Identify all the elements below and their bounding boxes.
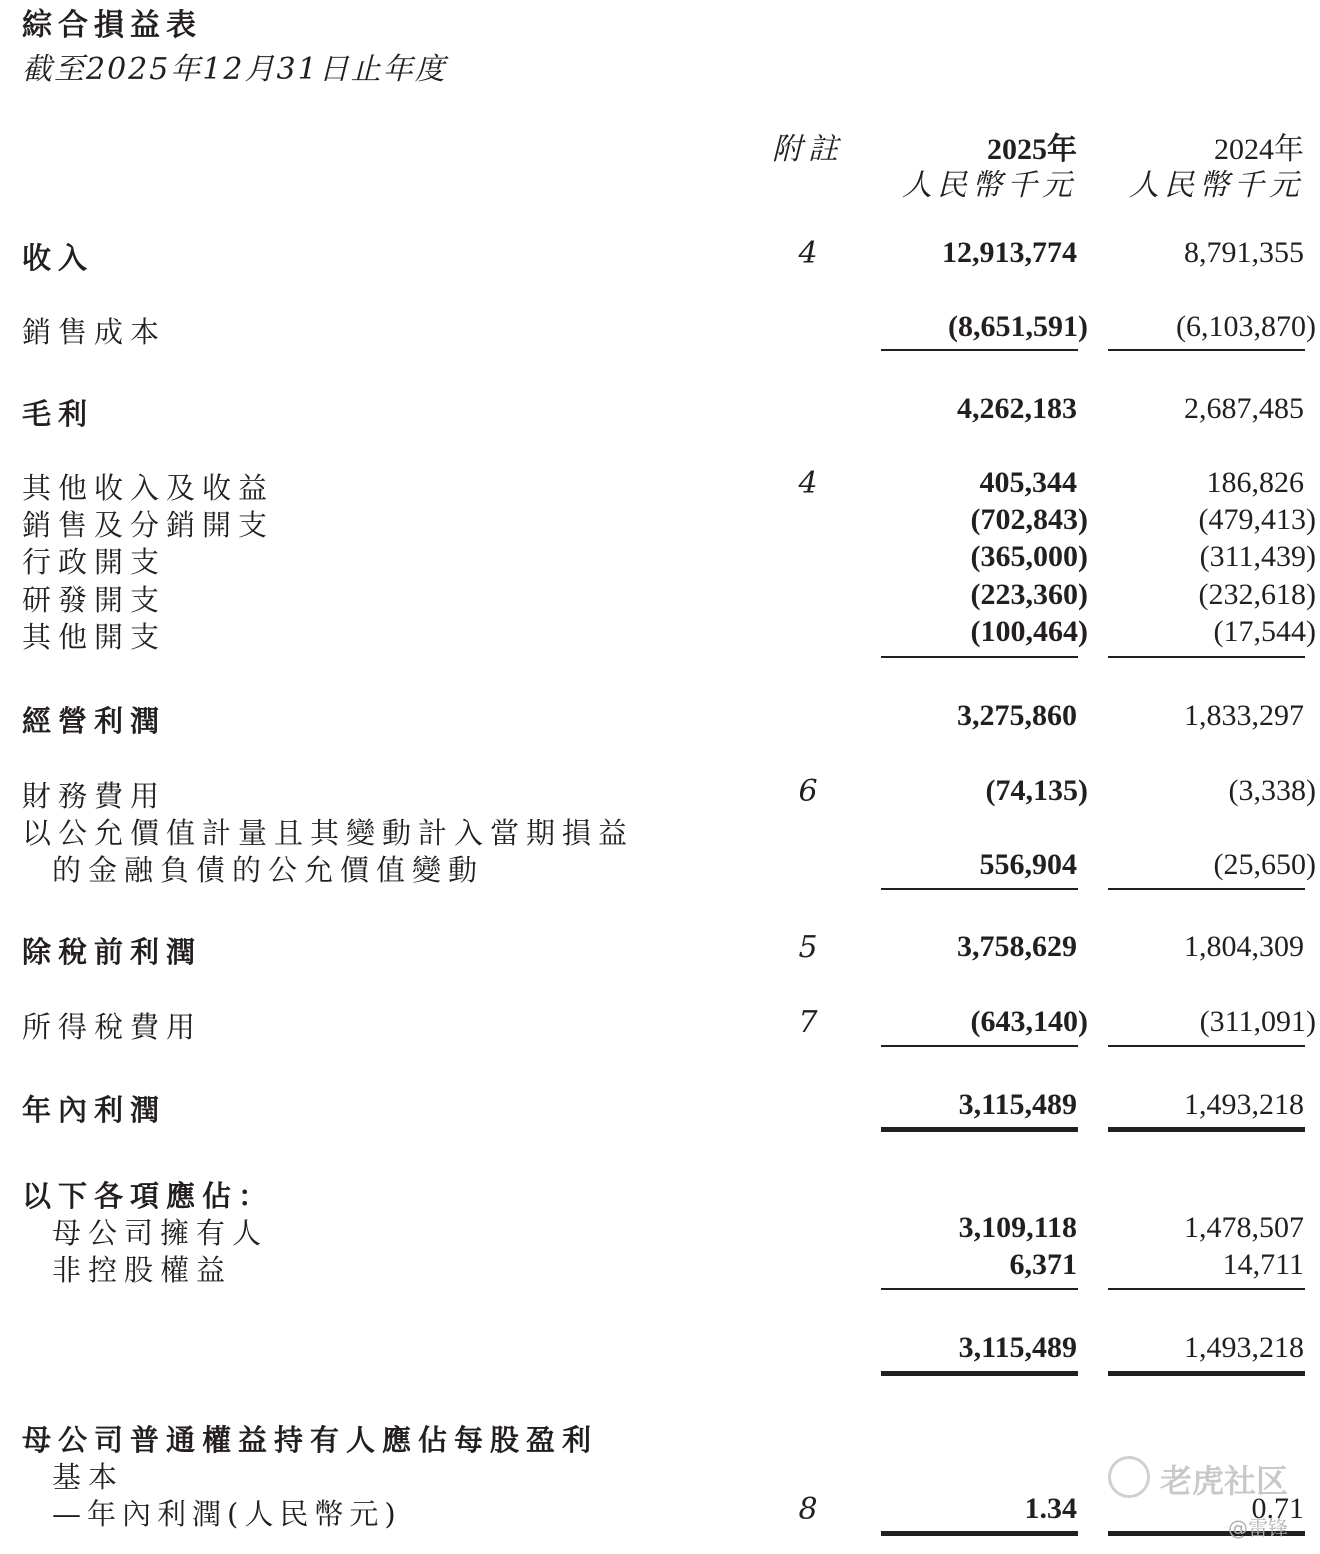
- watermark-user: @雷锋: [1228, 1516, 1288, 1540]
- row-label-finance-costs: 財務費用: [22, 779, 167, 813]
- row-value-2024-income-tax: (311,091): [1199, 1005, 1316, 1038]
- row-value-2025-revenue: 12,913,774: [942, 236, 1077, 269]
- row-label-rd-expenses: 研發開支: [22, 583, 167, 617]
- row-value-2025-finance-costs: (74,135): [985, 774, 1088, 807]
- row-label-owners-of-parent: 母公司擁有人: [52, 1216, 269, 1250]
- row-label-profit-before-tax: 除稅前利潤: [22, 935, 203, 969]
- row-label-fair-value-change-line1: 以公允價值計量且其變動計入當期損益: [22, 816, 635, 850]
- row-label-revenue: 收入: [22, 241, 95, 275]
- row-value-2024-profit-for-year: 1,493,218: [1184, 1088, 1304, 1121]
- subtotal-rule: [1108, 1045, 1305, 1047]
- total-rule: [881, 1127, 1078, 1132]
- page-subtitle: 截至2025年12月31日止年度: [22, 52, 447, 87]
- row-label-income-tax: 所得稅費用: [22, 1010, 203, 1044]
- page-title: 綜合損益表: [22, 8, 202, 43]
- row-note-revenue: 4: [798, 236, 818, 271]
- row-value-2025-profit-for-year: 3,115,489: [958, 1088, 1077, 1121]
- year-2024-header: 2024年: [1214, 133, 1304, 166]
- row-note-other-income: 4: [798, 466, 818, 501]
- row-value-2024-profit-before-tax: 1,804,309: [1184, 930, 1304, 963]
- row-value-2025-rd-expenses: (223,360): [970, 578, 1088, 611]
- row-label-attributable-to: 以下各項應佔：: [22, 1179, 275, 1213]
- subtotal-rule: [881, 1045, 1078, 1047]
- row-label-eps-basic-profit: —年內利潤(人民幣元): [52, 1497, 402, 1531]
- row-note-profit-before-tax: 5: [798, 930, 818, 965]
- subtotal-rule: [881, 1288, 1078, 1290]
- row-label-non-controlling: 非控股權益: [52, 1253, 233, 1287]
- subtotal-rule: [881, 656, 1078, 658]
- row-value-2024-owners-of-parent: 1,478,507: [1184, 1211, 1304, 1244]
- row-value-2025-cost-of-sales: (8,651,591): [948, 310, 1088, 343]
- row-label-profit-for-year: 年內利潤: [22, 1093, 167, 1127]
- subtotal-rule: [1108, 1288, 1305, 1290]
- row-value-2025-other-income: 405,344: [979, 466, 1077, 499]
- currency-2025-header: 人民幣千元: [902, 169, 1077, 202]
- row-value-2024-fair-value-change: (25,650): [1213, 848, 1316, 881]
- watermark-logo-icon: [1108, 1456, 1150, 1498]
- row-value-2025-gross-profit: 4,262,183: [957, 392, 1077, 425]
- row-value-2024-gross-profit: 2,687,485: [1184, 392, 1304, 425]
- row-value-2025-admin-expenses: (365,000): [970, 540, 1088, 573]
- row-value-2024-operating-profit: 1,833,297: [1184, 699, 1304, 732]
- row-value-2025-selling-expenses: (702,843): [970, 503, 1088, 536]
- row-value-2024-non-controlling: 14,711: [1222, 1248, 1304, 1281]
- row-value-2024-total-attributable: 1,493,218: [1184, 1331, 1304, 1364]
- row-value-2025-eps: 1.34: [1024, 1492, 1077, 1525]
- row-value-2024-other-income: 186,826: [1206, 466, 1304, 499]
- row-value-2024-rd-expenses: (232,618): [1198, 578, 1316, 611]
- total-rule: [1108, 1127, 1305, 1132]
- row-label-eps-basic: 基本: [52, 1460, 125, 1494]
- row-label-cost-of-sales: 銷售成本: [22, 315, 167, 349]
- row-value-2025-income-tax: (643,140): [970, 1005, 1088, 1038]
- row-label-admin-expenses: 行政開支: [22, 545, 167, 579]
- row-label-gross-profit: 毛利: [22, 397, 95, 431]
- subtotal-rule: [1108, 888, 1305, 890]
- total-rule: [1108, 1371, 1305, 1376]
- row-value-2024-admin-expenses: (311,439): [1199, 540, 1316, 573]
- row-note-income-tax: 7: [798, 1005, 818, 1040]
- subtotal-rule: [881, 888, 1078, 890]
- row-value-2024-cost-of-sales: (6,103,870): [1176, 310, 1316, 343]
- subtotal-rule: [1108, 656, 1305, 658]
- total-rule: [881, 1371, 1078, 1376]
- total-rule: [881, 1531, 1078, 1536]
- watermark-brand: 老虎社区: [1160, 1462, 1289, 1500]
- row-label-other-income: 其他收入及收益: [22, 471, 275, 505]
- subtotal-rule: [1108, 349, 1305, 351]
- row-label-eps-heading: 母公司普通權益持有人應佔每股盈利: [22, 1423, 599, 1457]
- row-note-finance-costs: 6: [798, 774, 818, 809]
- row-note-eps: 8: [798, 1492, 818, 1527]
- row-value-2024-selling-expenses: (479,413): [1198, 503, 1316, 536]
- row-value-2025-other-expenses: (100,464): [970, 615, 1088, 648]
- row-value-2024-finance-costs: (3,338): [1228, 774, 1316, 807]
- row-label-selling-expenses: 銷售及分銷開支: [22, 508, 275, 542]
- currency-2024-header: 人民幣千元: [1129, 169, 1304, 202]
- note-header: 附註: [772, 132, 844, 167]
- row-value-2024-other-expenses: (17,544): [1213, 615, 1316, 648]
- row-label-operating-profit: 經營利潤: [22, 704, 167, 738]
- row-value-2025-profit-before-tax: 3,758,629: [957, 930, 1077, 963]
- row-value-2024-revenue: 8,791,355: [1184, 236, 1304, 269]
- row-value-2025-owners-of-parent: 3,109,118: [958, 1211, 1077, 1244]
- year-2025-header: 2025年: [987, 133, 1077, 166]
- row-value-2025-fair-value-change: 556,904: [979, 848, 1077, 881]
- row-value-2025-non-controlling: 6,371: [1009, 1248, 1077, 1281]
- row-value-2025-total-attributable: 3,115,489: [958, 1331, 1077, 1364]
- subtotal-rule: [881, 349, 1078, 351]
- row-label-fair-value-change-line2: 的金融負債的公允價值變動: [52, 853, 485, 887]
- row-label-other-expenses: 其他開支: [22, 620, 167, 654]
- row-value-2025-operating-profit: 3,275,860: [957, 699, 1077, 732]
- row-value-2024-eps: 0.71: [1251, 1492, 1304, 1525]
